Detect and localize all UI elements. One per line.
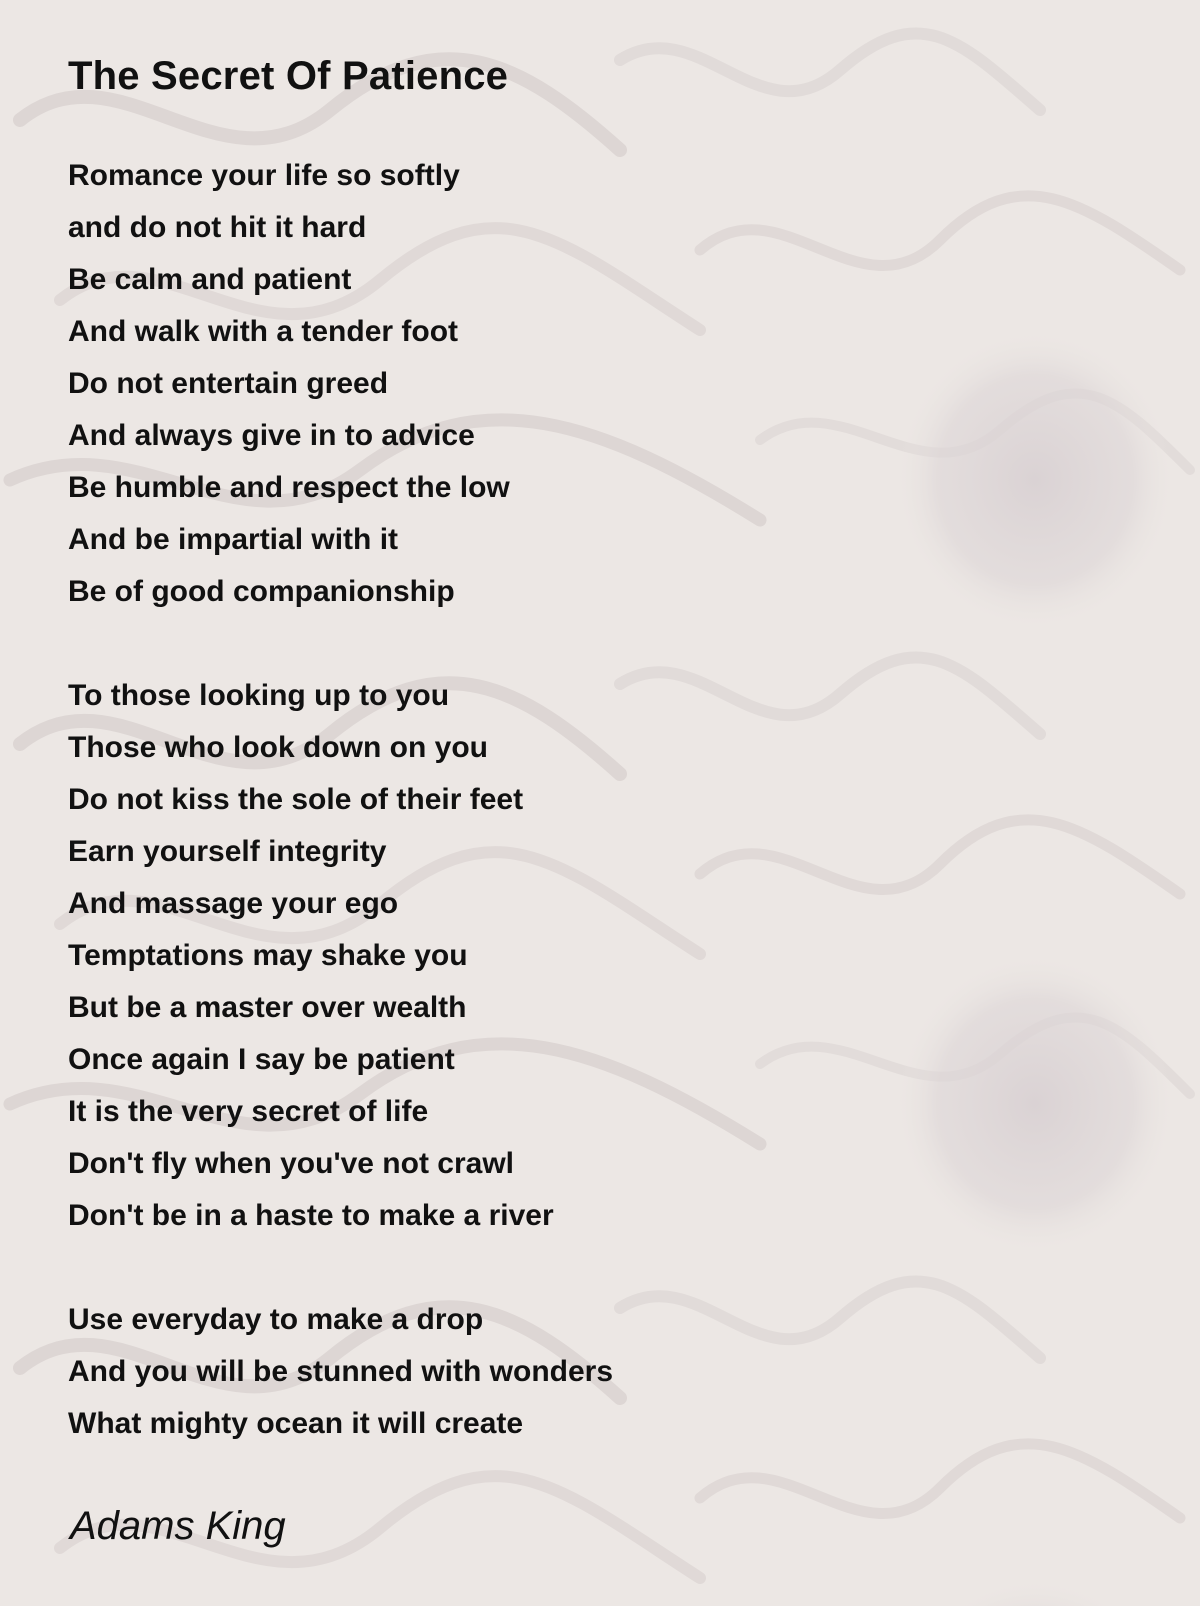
poem-author: Adams King (70, 1504, 286, 1548)
poem-line: But be a master over wealth (68, 991, 467, 1024)
poem-line: Be calm and patient (68, 263, 352, 296)
stanza-1 (68, 150, 613, 618)
poem-line: And walk with a tender foot (68, 315, 459, 348)
poem-line: Temptations may shake you (68, 939, 468, 972)
poem-line: And massage your ego (68, 887, 399, 920)
stanza-2 (68, 670, 613, 1242)
poem-line: Romance your life so softly (68, 159, 460, 192)
poem-line: And always give in to advice (68, 419, 475, 452)
poem-line: Don't fly when you've not crawl (68, 1147, 514, 1180)
poem-line: It is the very secret of life (68, 1095, 429, 1128)
poem-line: Do not kiss the sole of their feet (68, 783, 524, 816)
stanza-3 (68, 1294, 613, 1450)
poem-line: And be impartial with it (68, 523, 399, 556)
poem-line: What mighty ocean it will create (68, 1407, 524, 1440)
poem-line: Be of good companionship (68, 575, 455, 608)
poem-content (68, 52, 613, 1550)
poem-line: To those looking up to you (68, 679, 450, 712)
poem-line: Once again I say be patient (68, 1043, 455, 1076)
poem-line: Be humble and respect the low (68, 471, 510, 504)
poem-line: Those who look down on you (68, 731, 488, 764)
poem-title: The Secret Of Patience (68, 54, 509, 98)
poem-line: Don't be in a haste to make a river (68, 1199, 554, 1232)
poem-line: Use everyday to make a drop (68, 1303, 484, 1336)
poem-line: and do not hit it hard (68, 211, 367, 244)
poem-line: Earn yourself integrity (68, 835, 387, 868)
poem-line: Do not entertain greed (68, 367, 389, 400)
poem-line: And you will be stunned with wonders (68, 1355, 614, 1388)
